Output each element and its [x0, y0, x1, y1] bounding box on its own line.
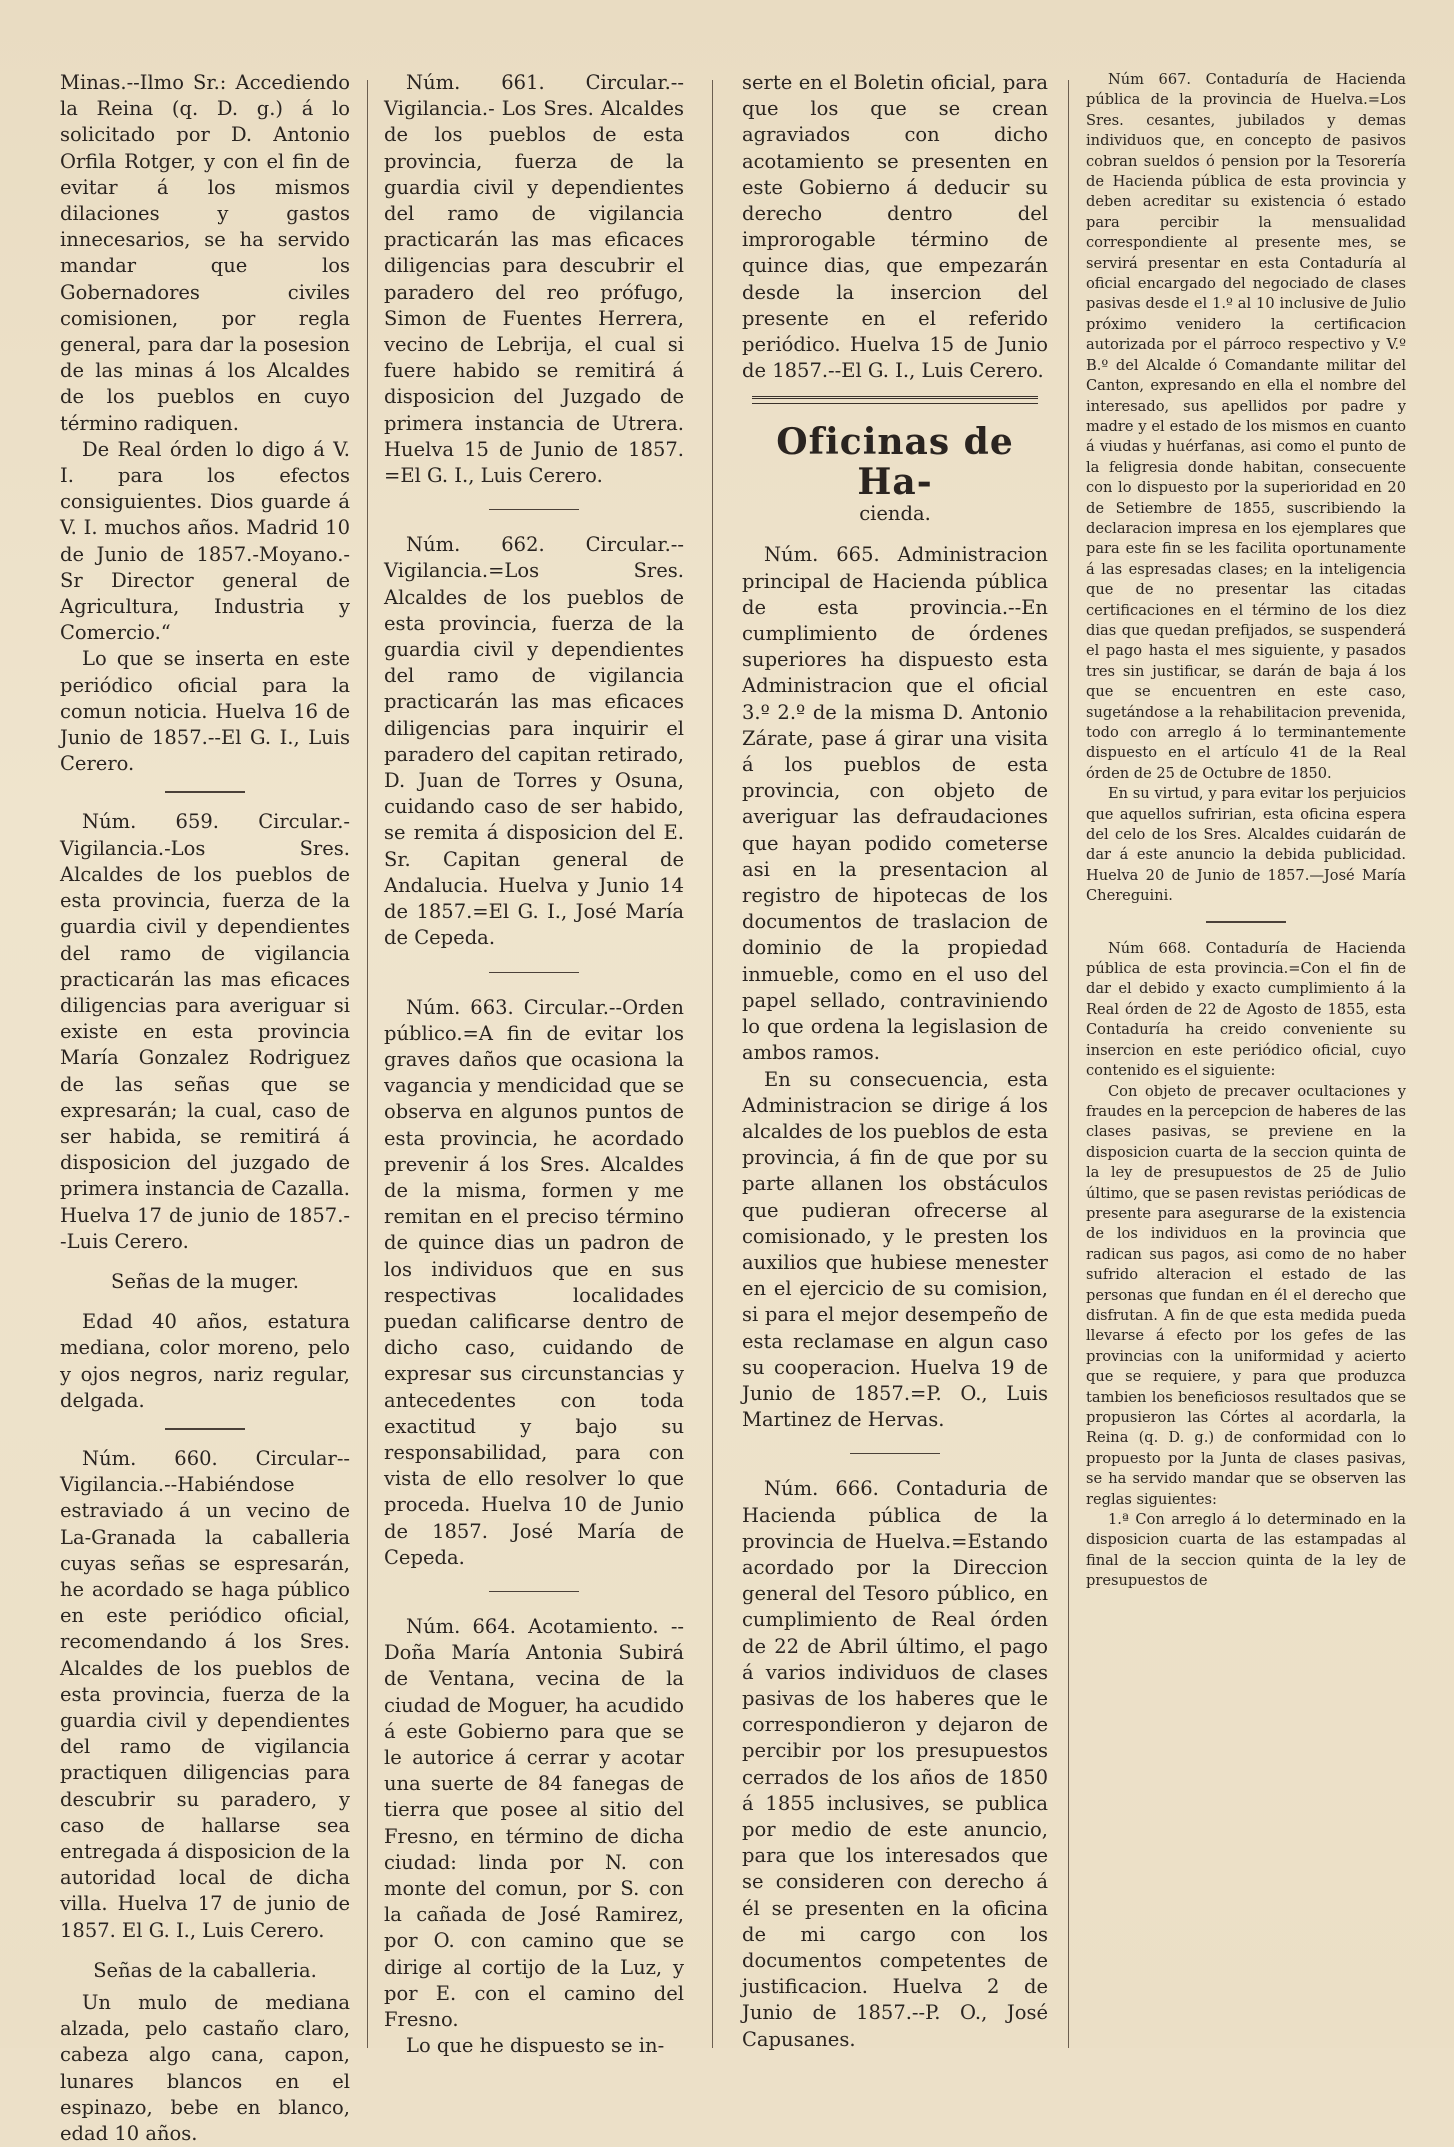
- notice-668-rule-1: 1.ª Con arreglo á lo determinado en la disposicion cuarta de las estampadas al final de la seccion quinta de la ley de presupuestos de: [1086, 1511, 1406, 1590]
- notice-665: Núm. 665. Administracion principal de Hacienda pública de esta provincia.--En cumplimiento de órdenes superiores ha dispuesto esta Administracion que el oficial 3.º 2.º de la misma D. Antonio Zárate, pase á girar una visita á los pueblos de esta provincia, con objeto de averiguar las defraudaciones que hayan podido cometerse asi en la presentacion al registro de hipotecas de los documentos de traslacion de dominio de la propiedad inmueble, como en el uso del papel sellado, contraviniendo lo que ordena la legislasion de ambos ramos.: [742, 543, 1048, 1065]
- notice-661: Núm. 661. Circular.--Vigilancia.- Los Sres. Alcaldes de los pueblos de esta provincia, fuerza de la guardia civil y dependientes del ramo de vigilancia practicarán las mas eficaces diligencias para descubrir el paradero del reo prófugo, Simon de Fuentes Herrera, vecino de Lebrija, el cual si fuere habido se remitirá á disposicion del Juzgado de primera instancia de Utrera. Huelva 15 de Junio de 1857. =El G. I., Luis Cerero.: [384, 71, 684, 488]
- separator: [489, 972, 579, 973]
- notice-662: Núm. 662. Circular.--Vigilancia.=Los Sres. Alcaldes de los pueblos de esta provincia, fuerza de la guardia civil y dependientes del ramo de vigilancia practicarán las mas eficaces diligencias para inquirir el paradero del capitan retirado, D. Juan de Torres y Osuna, cuidando caso de ser habido, se remita á disposicion del E. Sr. Capitan general de Andalucia. Huelva y Junio 14 de 1857.=El G. I., José María de Cepeda.: [384, 533, 684, 950]
- column-2: [384, 70, 684, 2058]
- notice-667-cont: En su virtud, y para evitar los perjuicios que aquellos sufririan, esta oficina espera del celo de los Sres. Alcaldes cuidarán de dar á este anuncio la debida publicidad. Huelva 20 de Junio de 1857.—José María Chereguini.: [1086, 785, 1406, 905]
- notice-665-cont: En su consecuencia, esta Administracion se dirige á los alcaldes de los pueblos de esta provincia, á fin de que por su parte allanen los obstáculos que pudieran ofrecerse al comisionado, y le presten los auxilios que hubiese menester en el ejercicio de su comision, si para el mejor desempeño de esta reclamase en algun caso su cooperacion. Huelva 19 de Junio de 1857.=P. O., Luis Martinez de Hervas.: [742, 1067, 1048, 1432]
- separator: [165, 1428, 245, 1430]
- senas-muger-text: Edad 40 años, estatura mediana, color moreno, pelo y ojos negros, nariz regular, delgada.: [60, 1310, 350, 1412]
- column-rule-3: [1068, 80, 1069, 2048]
- separator: [489, 1591, 579, 1592]
- senas-caballeria-text: Un mulo de mediana alzada, pelo castaño claro, cabeza algo cana, capon, lunares blancos en el espinazo, bebe en blanco, edad 10 años.: [60, 1991, 350, 2146]
- column-rule-2: [712, 80, 713, 2048]
- section-title: Oficinas de Ha-: [776, 421, 1014, 504]
- senas-caballeria-heading: Señas de la caballeria.: [93, 1958, 317, 1982]
- notice-663: Núm. 663. Circular.--Orden público.=A fin de evitar los graves daños que ocasiona la vagancia y mendicidad que se observa en algunos puntos de esta provincia, he acordado prevenir á los Sres. Alcaldes de la misma, formen y me remitan en el preciso término de quince dias un padron de los individuos que en sus respectivas localidades puedan calificarse dentro de dicho caso, cuidando de expresar sus circunstancias y antecedentes con toda exactitud y bajo su responsabilidad, para con vista de ello resolver lo que proceda. Huelva 10 de Junio de 1857. José María de Cepeda.: [384, 995, 684, 1569]
- separator: [489, 509, 579, 510]
- column-1: [60, 70, 350, 2146]
- paragraph-real-orden: De Real órden lo digo á V. I. para los efectos consiguientes. Dios guarde á V. I. muchos años. Madrid 10 de Junio de 1857.-Moyano.-Sr Director general de Agricultura, Industria y Comercio.“: [60, 437, 350, 645]
- section-subtitle: cienda.: [859, 502, 931, 526]
- column-rule-1: [367, 80, 368, 2048]
- notice-668: Núm 668. Contaduría de Hacienda pública de esta provincia.=Con el fin de dar el debido y exacto cumplimiento á la Real órden de 22 de Agosto de 1855, esta Contaduría ha creido conveniente su insercion en este periódico oficial, cuyo contenido es el siguiente:: [1086, 939, 1406, 1080]
- notice-664: Núm. 664. Acotamiento. --Doña María Antonia Subirá de Ventana, vecina de la ciudad de Moguer, ha acudido á este Gobierno para que se le autorice á cerrar y acotar una suerte de 84 fanegas de tierra que posee al sitio del Fresno, en término de dicha ciudad: linda por N. con monte del comun, por S. con la cañada de José Ramirez, por O. con camino que se dirige al cortijo de la Luz, y por E. con el camino del Fresno.: [384, 1614, 684, 2032]
- notice-659: Núm. 659. Circular.-Vigilancia.-Los Sres. Alcaldes de los pueblos de esta provincia, fuerza de la guardia civil y dependientes del ramo de vigilancia practicarán las mas eficaces diligencias para averiguar si existe en esta provincia María Gonzalez Rodriguez de las señas que se expresarán; la cual, caso de ser habida, se remitirá á disposicion del juzgado de primera instancia de Cazalla. Huelva 17 de junio de 1857.--Luis Cerero.: [60, 810, 350, 1253]
- notice-668-body: Con objeto de precaver ocultaciones y fraudes en la percepcion de haberes de las clases pasivas, se previene en la disposicion cuarta de la seccion quinta de la ley de presupuestos de 25 de Julio último, que se pasen revistas periódicas de presente para asegurarse de la existencia de los individuos en la provincia que radican sus pagos, asi como de no haber sufrido alteracion el estado de las personas que fundan en él el derecho que disfrutan. A fin de que esta medida pueda llevarse á efecto por los gefes de las provincias con la uniformidad y acierto que se requiere, y para que produzca tambien los beneficiosos resultados que se propusieron las Córtes al acordarla, la Reina (q. D. g.) de conformidad con lo propuesto por la Junta de clases pasivas, se ha servido mandar que se observen las reglas siguientes:: [1086, 1082, 1406, 1508]
- column-4: [1086, 70, 1406, 2048]
- paragraph-boletin: serte en el Boletin oficial, para que los que se crean agraviados con dicho acotamiento se presenten en este Gobierno á deducir su derecho dentro del improrogable término de quince dias, que empezarán desde la insercion del presente en el referido periódico. Huelva 15 de Junio de 1857.--El G. I., Luis Cerero.: [742, 71, 1048, 383]
- notice-660: Núm. 660. Circular--Vigilancia.--Habiéndose estraviado á un vecino de La-Granada la caballeria cuyas señas se espresarán, he acordado se haga público en este periódico oficial, recomendando á los Sres. Alcaldes de los pueblos de esta provincia, fuerza de la guardia civil y dependientes del ramo de vigilancia practiquen diligencias para descubrir su paradero, y caso de hallarse sea entregada á disposicion de la autoridad local de dicha villa. Huelva 17 de junio de 1857. El G. I., Luis Cerero.: [60, 1446, 350, 1942]
- senas-muger-heading: Señas de la muger.: [110, 1269, 300, 1293]
- paragraph-inserta: Lo que se inserta en este periódico oficial para la comun noticia. Huelva 16 de Junio de 1857.--El G. I., Luis Cerero.: [60, 647, 350, 776]
- separator: [850, 1453, 940, 1454]
- notice-666: Núm. 666. Contaduria de Hacienda pública de la provincia de Huelva.=Estando acordado por la Direccion general del Tesoro público, en cumplimiento de Real órden de 22 de Abril último, el pago á varios individuos de clases pasivas de los haberes que le correspondieron y dejaron de percibir por los presupuestos cerrados de los años de 1850 á 1855 inclusives, se publica por medio de este anuncio, para que los interesados que se consideren con derecho á él se presenten en la oficina de mi cargo con los documentos competentes de justificacion. Huelva 2 de Junio de 1857.--P. O., José Capusanes.: [742, 1477, 1048, 2051]
- paragraph-minas: Minas.--Ilmo Sr.: Accediendo la Reina (q. D. g.) á lo solicitado por D. Antonio Orfila Rotger, y con el fin de evitar á los mismos dilaciones y gastos innecesarios, se ha servido mandar que los Gobernadores civiles comisionen, por regla general, para dar la posesion de las minas á los Alcaldes de los pueblos en cuyo término radiquen.: [60, 71, 350, 435]
- notice-667: Núm 667. Contaduría de Hacienda pública de la provincia de Huelva.=Los Sres. cesantes, jubilados y demas individuos que, en concepto de pasivos cobran sueldos ó pension por la Tesorería de Hacienda pública de esta provincia y deben acreditar su existencia ó estado para percibir la mensualidad correspondiente al presente mes, se servirá presentar en esta Contaduría al oficial encargado del negociado de clases pasivas desde el 1.º al 10 inclusive de Julio próximo venidero la certificacion autorizada por el párroco respectivo y V.º B.º del Alcalde ó Comandante militar del Canton, expresando en ella el nombre del interesado, sus apellidos por padre y madre y el estado de los mismos en cuanto á viudas y huérfanas, asi como el punto de la feligresia donde habitan, consecuente con lo dispuesto por la superioridad en 20 de Setiembre de 1855, suscribiendo la declaracion impresa en los ejemplares que para este fin se les facilita oportunamente á las espresadas clases; en la inteligencia que de no presentar las citadas certificaciones en el término de los diez dias que quedan prefijados, se suspenderá el pago hasta el mes siguiente, y pasados tres sin justificar, se darán de baja á los que se encuentren en este caso, sugetándose a la rehabilitacion prevenida, todo con arreglo á lo terminantemente dispuesto en el artículo 41 de la Real órden de 25 de Octubre de 1850.: [1086, 71, 1406, 782]
- section-divider: [752, 396, 1038, 404]
- separator: [165, 791, 245, 793]
- column-3: [742, 70, 1048, 2051]
- separator: [1206, 921, 1286, 923]
- paragraph-dispuesto: Lo que he dispuesto se in-: [406, 2034, 665, 2058]
